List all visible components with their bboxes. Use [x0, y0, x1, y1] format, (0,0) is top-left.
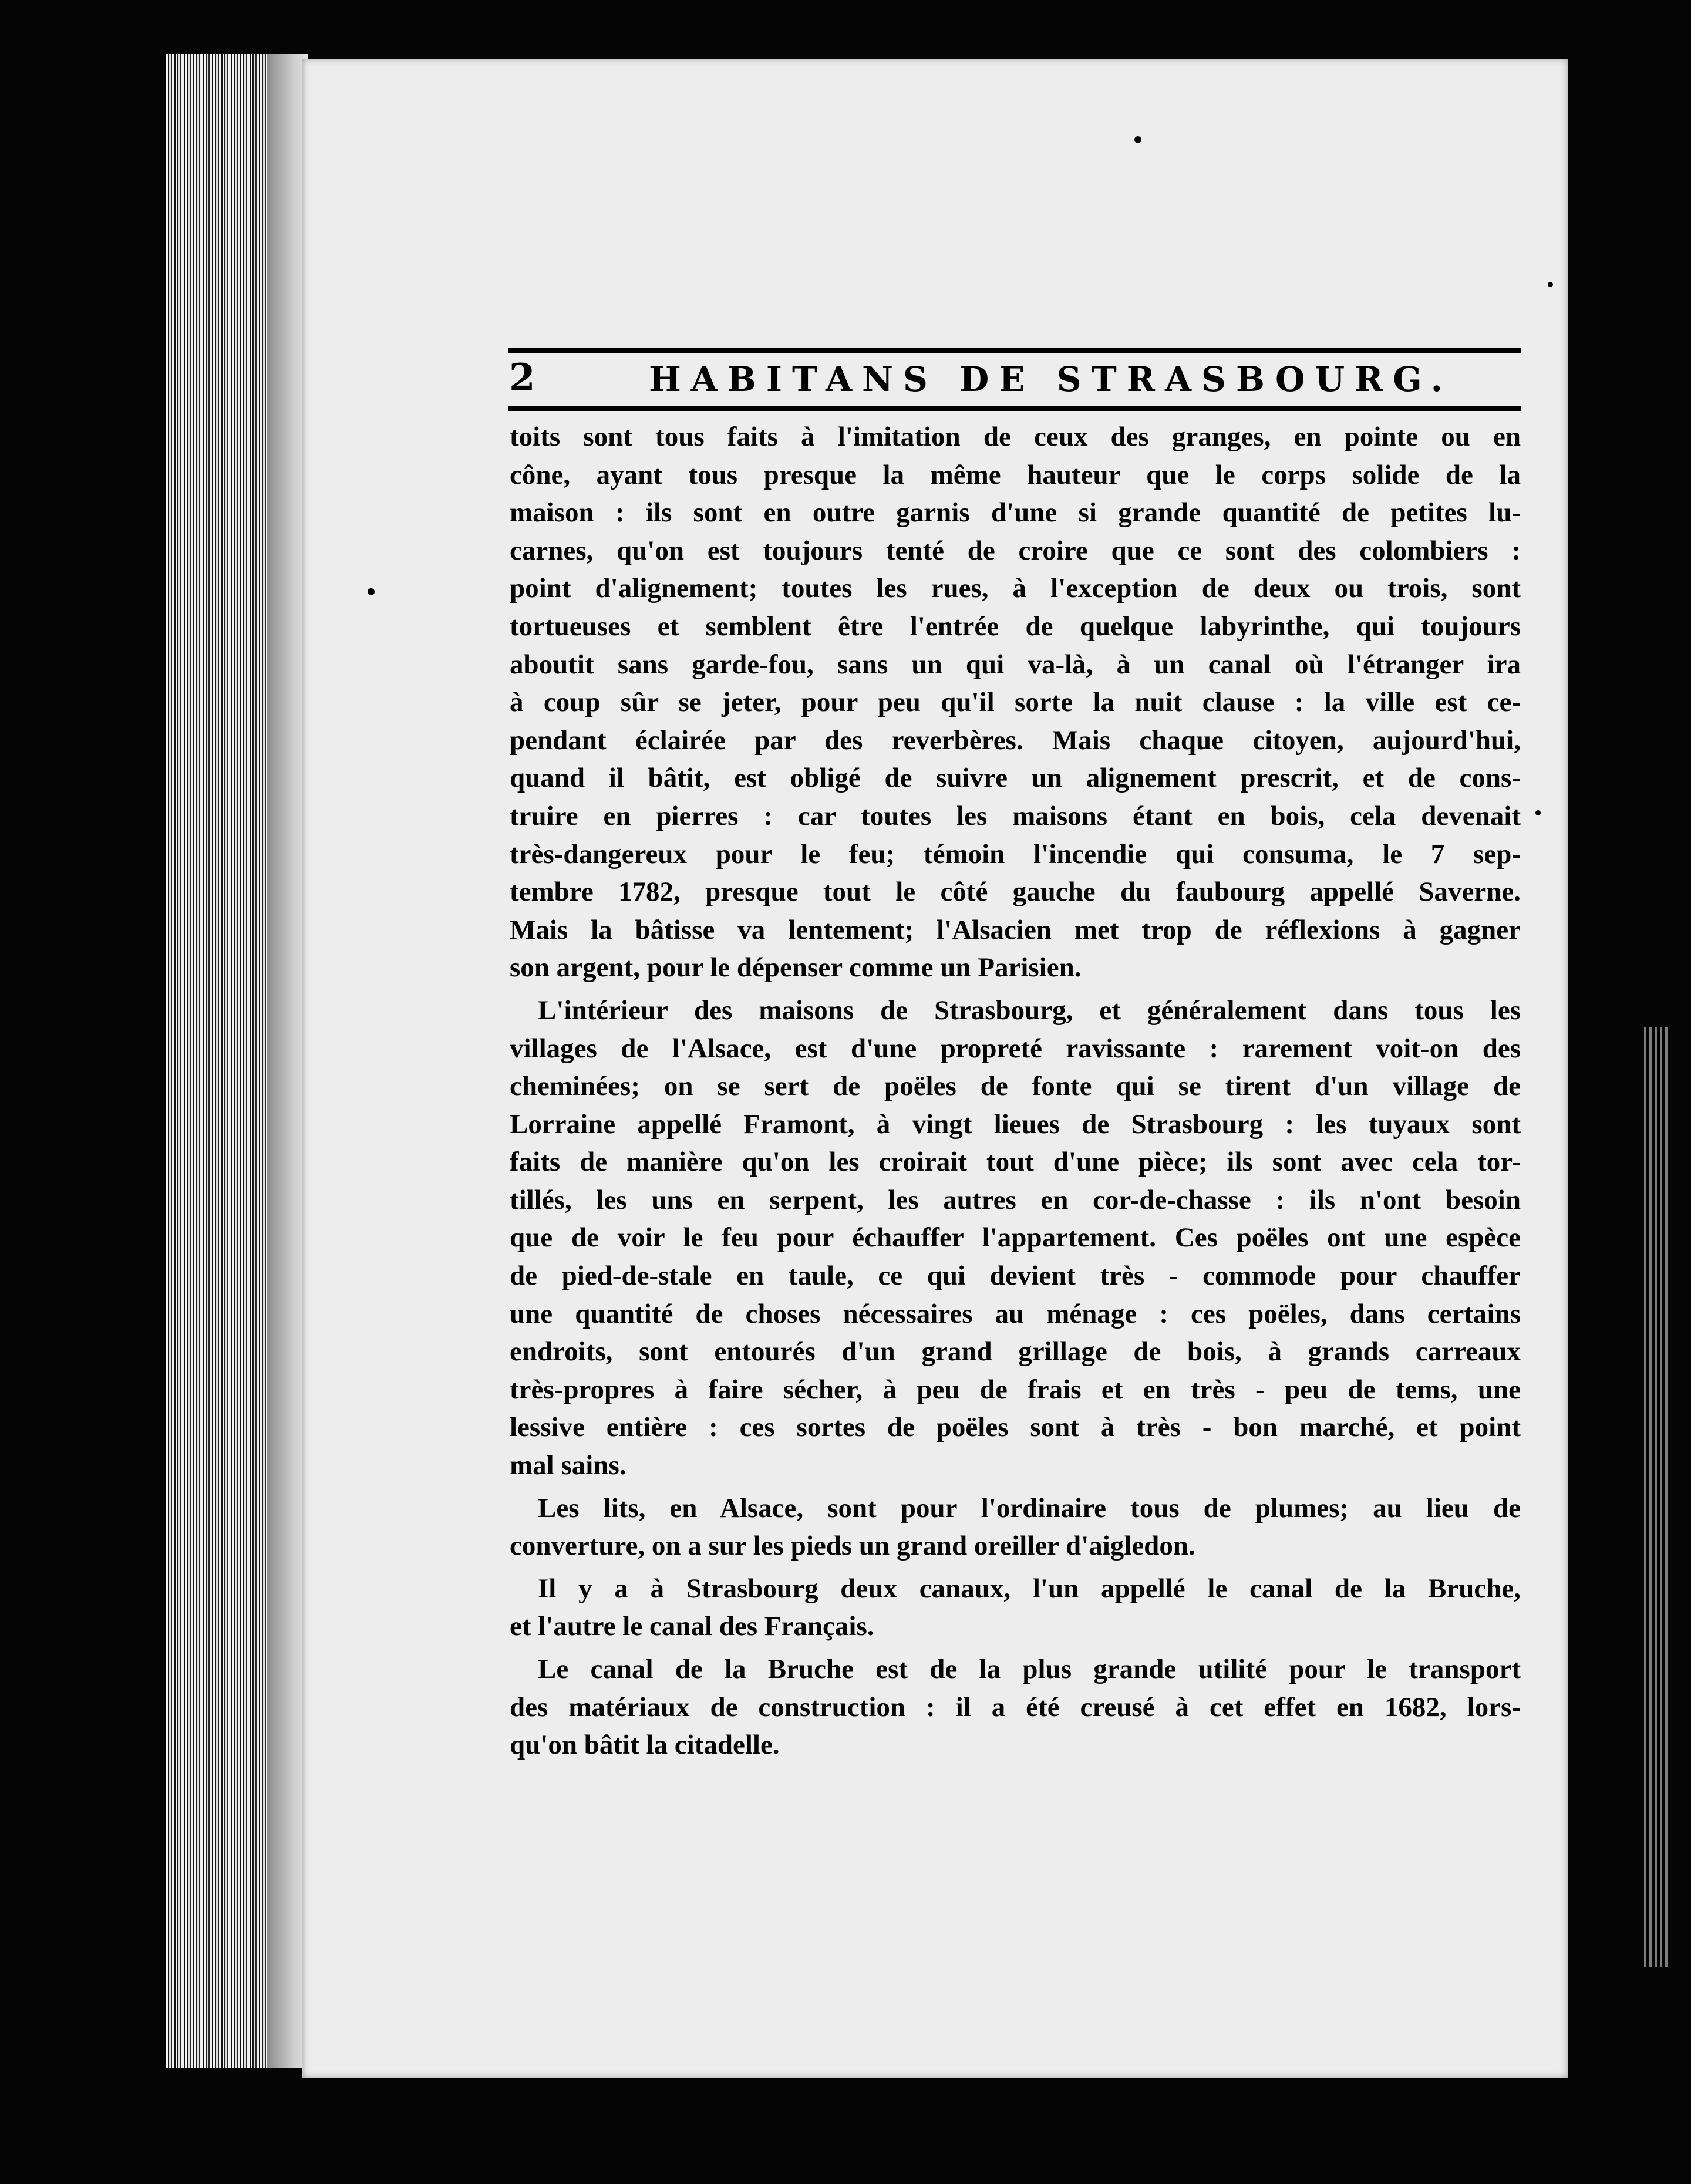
text-line: Lorraine appellé Framont, à vingt lieues de Strasbourg : les tuyaux sont [510, 1108, 1521, 1140]
text-line: villages de l'Alsace, est d'une propreté ravissante : rarement voit-on des [510, 1033, 1521, 1064]
header-rule-bottom [508, 406, 1521, 411]
paragraph [510, 1650, 1521, 1764]
text-line: qu'on bâtit la citadelle. [510, 1730, 780, 1761]
text-line: cône, ayant tous presque la même hauteur que le corps solide de la [510, 459, 1521, 490]
text-line: carnes, qu'on est toujours tenté de croire que ce sont des colombiers : [510, 535, 1521, 566]
text-line: des matériaux de construction : il a été creusé à cet effet en 1682, lors- [510, 1691, 1521, 1723]
text-line: aboutit sans garde-fou, sans un qui va-là, à un canal où l'étranger ira [510, 649, 1521, 680]
text-line: pendant éclairée par des reverbères. Mais chaque citoyen, aujourd'hui, [510, 724, 1521, 756]
text-line: tillés, les uns en serpent, les autres en cor-de-chasse : ils n'ont besoin [510, 1184, 1521, 1215]
text-line: toits sont tous faits à l'imitation de ceux des granges, en pointe ou en [510, 422, 1521, 452]
text-line: cheminées; on se sert de poëles de fonte qui se tirent d'un village de [510, 1071, 1521, 1102]
text-line: faits de manière qu'on les croirait tout d'une pièce; ils sont avec cela tor- [510, 1147, 1521, 1178]
body-text [510, 418, 1521, 1764]
text-line: et l'autre le canal des Français. [510, 1611, 874, 1642]
text-line: très-propres à faire sécher, à peu de frais et en très - peu de tems, une [510, 1374, 1521, 1405]
text-line: endroits, sont entourés d'un grand grillage de bois, à grands carreaux [510, 1336, 1521, 1367]
header-rule-top [508, 348, 1521, 353]
text-line: converture, on a sur les pieds un grand oreiller d'aigledon. [510, 1531, 1195, 1562]
text-line: lessive entière : ces sortes de poëles sont à très - bon marché, et point [510, 1412, 1521, 1443]
speck-mark [1134, 136, 1141, 143]
text-line: tortueuses et semblent être l'entrée de quelque labyrinthe, qui toujours [510, 611, 1521, 642]
text-line: truire en pierres : car toutes les maisons étant en bois, cela devenait [510, 800, 1521, 831]
running-head: HABITANS DE STRASBOURG. [649, 359, 1453, 399]
text-line: L'intérieur des maisons de Strasbourg, et généralement dans tous les [538, 995, 1521, 1026]
speck-mark [1535, 810, 1541, 815]
paragraph [510, 418, 1521, 987]
scan-right-edge-fringe [1644, 1027, 1668, 1967]
speck-mark [1548, 282, 1553, 287]
page-number: 2 [509, 356, 535, 400]
paragraph [510, 992, 1521, 1485]
text-line: Il y a à Strasbourg deux canaux, l'un appellé le canal de la Bruche, [538, 1573, 1521, 1604]
text-line: à coup sûr se jeter, pour peu qu'il sorte la nuit clause : la ville est ce- [510, 687, 1521, 718]
page-header [508, 348, 1521, 418]
text-line: quand il bâtit, est obligé de suivre un alignement prescrit, et de cons- [510, 763, 1521, 794]
paragraph [510, 1489, 1521, 1565]
text-line: point d'alignement; toutes les rues, à l'exception de deux ou trois, sont [510, 573, 1521, 604]
paragraph [510, 1570, 1521, 1646]
text-line: mal sains. [510, 1450, 626, 1481]
text-line: une quantité de choses nécessaires au ménage : ces poëles, dans certains [510, 1298, 1521, 1329]
text-line: très-dangereux pour le feu; témoin l'incendie qui consuma, le 7 sep- [510, 838, 1521, 869]
text-line: de pied-de-stale en taule, ce qui devient très - commode pour chauffer [510, 1260, 1521, 1292]
text-line: que de voir le feu pour échauffer l'appartement. Ces poëles ont une espèce [510, 1222, 1521, 1253]
text-line: maison : ils sont en outre garnis d'une si grande quantité de petites lu- [510, 497, 1521, 528]
speck-mark [368, 588, 375, 595]
text-line: Le canal de la Bruche est de la plus grande utilité pour le transport [538, 1654, 1521, 1684]
text-line: Mais la bâtisse va lentement; l'Alsacien met trop de réflexions à gagner [510, 914, 1521, 945]
text-line: tembre 1782, presque tout le côté gauche du faubourg appellé Saverne. [510, 877, 1521, 908]
text-line: Les lits, en Alsace, sont pour l'ordinaire tous de plumes; au lieu de [538, 1492, 1521, 1524]
text-line: son argent, pour le dépenser comme un Parisien. [510, 952, 1082, 983]
